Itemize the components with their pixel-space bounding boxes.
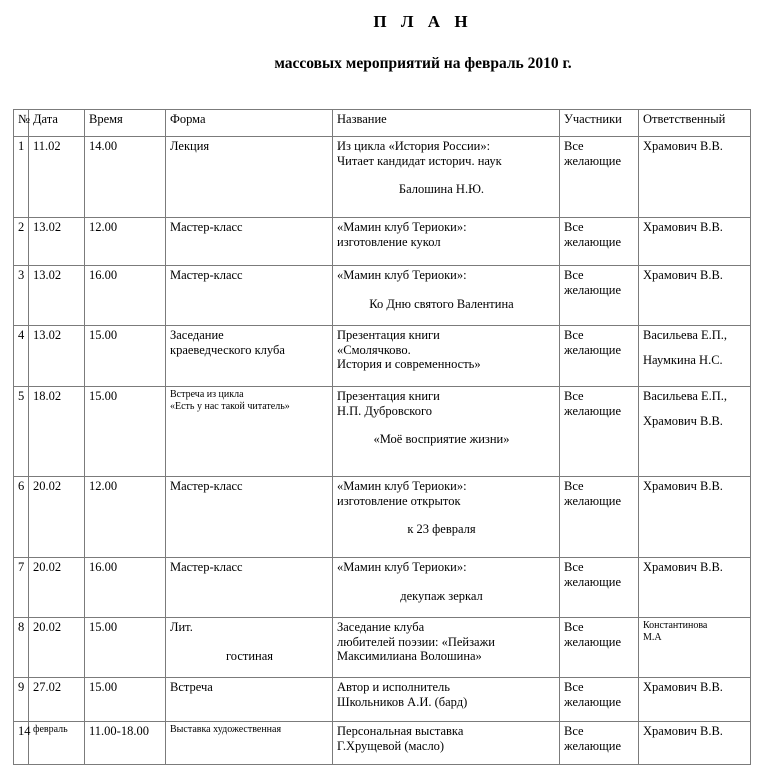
cell-date: февраль: [29, 722, 85, 765]
cell-responsible-line: Храмович В.В.: [643, 680, 723, 694]
cell-responsible: [639, 137, 751, 218]
column-header-number: №: [14, 110, 29, 137]
cell-participants-line: Все: [564, 620, 584, 634]
cell-participants-line: желающие: [564, 694, 622, 709]
cell-responsible-line: Храмович В.В.: [643, 268, 723, 282]
cell-date: 27.02: [29, 678, 85, 722]
cell-name-line: «Мамин клуб Териоки»:: [337, 220, 467, 234]
cell-number: 14: [14, 722, 29, 765]
cell-time: 15.00: [85, 326, 166, 387]
spacer: [337, 283, 556, 297]
cell-name-line: «Мамин клуб Териоки»:: [337, 479, 467, 493]
table-row: [14, 477, 751, 558]
plan-table-container: [13, 109, 750, 765]
cell-number: 2: [14, 218, 29, 266]
column-header-date: Дата: [29, 110, 85, 137]
cell-form-line: Мастер-класс: [170, 479, 243, 493]
cell-number: 7: [14, 558, 29, 618]
cell-responsible: [639, 722, 751, 765]
cell-form: [166, 618, 333, 678]
cell-participants: [560, 326, 639, 387]
cell-participants-line: Все: [564, 139, 584, 153]
cell-participants: [560, 218, 639, 266]
cell-participants-line: желающие: [564, 282, 622, 297]
cell-participants: [560, 477, 639, 558]
cell-responsible-line: Храмович В.В.: [643, 560, 723, 574]
cell-name-line: Автор и исполнитель: [337, 680, 450, 694]
cell-name-line: Ко Дню святого Валентина: [369, 296, 514, 311]
cell-time: 12.00: [85, 218, 166, 266]
cell-number: 4: [14, 326, 29, 387]
table-row: [14, 266, 751, 326]
cell-responsible: [639, 558, 751, 618]
cell-time: 15.00: [85, 618, 166, 678]
cell-form-line: Мастер-класс: [170, 220, 243, 234]
cell-name: [333, 387, 560, 477]
spacer: [170, 635, 329, 649]
cell-name: [333, 266, 560, 326]
cell-name-line: Из цикла «История России»:: [337, 139, 491, 153]
cell-form-line: краеведческого клуба: [170, 342, 285, 357]
cell-time: 15.00: [85, 678, 166, 722]
cell-name-line: изготовление кукол: [337, 234, 441, 249]
plan-table: [13, 109, 751, 765]
cell-participants: [560, 558, 639, 618]
cell-name-line: Презентация книги: [337, 328, 440, 342]
cell-name: [333, 678, 560, 722]
table-row: [14, 326, 751, 387]
cell-time: 12.00: [85, 477, 166, 558]
document-heading: [0, 0, 762, 73]
spacer: [337, 508, 556, 522]
cell-form: [166, 137, 333, 218]
cell-form-line: Выставка художественная: [170, 724, 282, 735]
cell-time: 15.00: [85, 387, 166, 477]
cell-name-line: Г.Хрущевой (масло): [337, 738, 445, 753]
cell-name-line: «Мамин клуб Териоки»:: [337, 268, 467, 282]
cell-date: 20.02: [29, 558, 85, 618]
cell-form: [166, 387, 333, 477]
cell-number: 5: [14, 387, 29, 477]
cell-number: 1: [14, 137, 29, 218]
cell-time: 16.00: [85, 266, 166, 326]
cell-responsible-line: Храмович В.В.: [643, 413, 723, 428]
cell-participants-line: желающие: [564, 234, 622, 249]
table-header-row: [14, 110, 751, 137]
cell-name: [333, 137, 560, 218]
cell-name-line: к 23 февраля: [407, 522, 476, 536]
cell-name-line: Балошина Н.Ю.: [398, 182, 485, 196]
cell-date: 13.02: [29, 266, 85, 326]
page-subtitle: массовых мероприятий на февраль 2010 г.: [274, 55, 572, 72]
cell-participants-line: Все: [564, 268, 584, 282]
cell-name-line: Презентация книги: [337, 389, 440, 403]
cell-responsible-line: Наумкина Н.С.: [643, 352, 723, 367]
cell-participants-line: Все: [564, 680, 584, 694]
table-row: [14, 678, 751, 722]
cell-name: [333, 722, 560, 765]
cell-responsible: [639, 618, 751, 678]
cell-participants-line: желающие: [564, 403, 622, 418]
cell-responsible: [639, 477, 751, 558]
cell-name-line: Школьников А.И. (бард): [337, 694, 468, 709]
spacer: [337, 575, 556, 589]
cell-responsible: [639, 218, 751, 266]
cell-participants: [560, 722, 639, 765]
cell-date: 11.02: [29, 137, 85, 218]
cell-name-line: Заседание клуба: [337, 620, 425, 634]
cell-participants: [560, 137, 639, 218]
cell-responsible-line: М.А: [643, 632, 662, 643]
cell-responsible-line: Храмович В.В.: [643, 139, 723, 153]
cell-name-line: декупаж зеркал: [400, 588, 483, 603]
cell-form-line: Заседание: [170, 328, 224, 342]
cell-time: 14.00: [85, 137, 166, 218]
cell-responsible-line: Храмович В.В.: [643, 479, 723, 493]
cell-participants-line: Все: [564, 220, 584, 234]
table-row: [14, 558, 751, 618]
cell-participants-line: Все: [564, 560, 584, 574]
cell-participants-line: желающие: [564, 342, 622, 357]
cell-responsible: [639, 678, 751, 722]
cell-form-line: Мастер-класс: [170, 560, 243, 574]
cell-form-line: гостиная: [225, 648, 274, 663]
cell-name: [333, 477, 560, 558]
cell-form-line: Мастер-класс: [170, 268, 243, 282]
cell-number: 8: [14, 618, 29, 678]
cell-form: [166, 477, 333, 558]
cell-responsible-line: Храмович В.В.: [643, 220, 723, 234]
spacer: [643, 343, 747, 353]
column-header-time: Время: [85, 110, 166, 137]
cell-name-line: изготовление открыток: [337, 493, 461, 508]
cell-responsible-line: Васильева Е.П.,: [643, 389, 728, 403]
cell-date: 13.02: [29, 218, 85, 266]
cell-participants: [560, 618, 639, 678]
cell-participants-line: желающие: [564, 153, 622, 168]
cell-name: [333, 618, 560, 678]
table-row: [14, 722, 751, 765]
cell-form: [166, 218, 333, 266]
cell-name: [333, 558, 560, 618]
cell-participants: [560, 387, 639, 477]
cell-participants-line: желающие: [564, 574, 622, 589]
cell-name-line: «Мамин клуб Териоки»:: [337, 560, 467, 574]
cell-participants-line: Все: [564, 389, 584, 403]
cell-time: 16.00: [85, 558, 166, 618]
table-row: [14, 387, 751, 477]
cell-participants-line: желающие: [564, 738, 622, 753]
cell-responsible-line: Васильева Е.П.,: [643, 328, 728, 342]
cell-responsible-line: Храмович В.В.: [643, 724, 723, 738]
column-header-form: Форма: [166, 110, 333, 137]
spacer: [337, 168, 556, 182]
cell-name-line: «Моё восприятие жизни»: [373, 432, 510, 446]
table-row: [14, 218, 751, 266]
cell-form-line: Лекция: [170, 139, 210, 153]
cell-form: [166, 266, 333, 326]
cell-date: 20.02: [29, 618, 85, 678]
cell-participants: [560, 678, 639, 722]
cell-form-line: Лит.: [170, 620, 193, 634]
cell-name-line: Читает кандидат историч. наук: [337, 153, 502, 168]
cell-number: 9: [14, 678, 29, 722]
cell-responsible: [639, 387, 751, 477]
cell-participants: [560, 266, 639, 326]
spacer: [643, 404, 747, 414]
table-row: [14, 618, 751, 678]
cell-date: 20.02: [29, 477, 85, 558]
cell-name-line: «Смолячково.: [337, 342, 411, 357]
cell-participants-line: Все: [564, 724, 584, 738]
cell-form: [166, 326, 333, 387]
cell-name-line: Н.П. Дубровского: [337, 403, 433, 418]
cell-name-line: Максимилиана Волошина»: [337, 649, 482, 663]
spacer: [337, 418, 556, 432]
cell-name-line: Персональная выставка: [337, 724, 464, 738]
cell-form-line: Встреча из цикла: [170, 389, 244, 400]
cell-form: [166, 558, 333, 618]
cell-form: [166, 722, 333, 765]
cell-participants-line: Все: [564, 479, 584, 493]
column-header-participants: Участники: [560, 110, 639, 137]
cell-responsible: [639, 326, 751, 387]
cell-name: [333, 218, 560, 266]
column-header-name: Название: [333, 110, 560, 137]
cell-name-line: История и современность»: [337, 357, 481, 371]
cell-number: 3: [14, 266, 29, 326]
cell-date: 18.02: [29, 387, 85, 477]
table-row: [14, 137, 751, 218]
cell-responsible-line: Константинова: [643, 620, 708, 631]
cell-form: [166, 678, 333, 722]
page-title: П Л А Н: [373, 12, 473, 31]
cell-number: 6: [14, 477, 29, 558]
cell-form-line: Встреча: [170, 680, 213, 694]
cell-form-line: «Есть у нас такой читатель»: [170, 401, 290, 412]
cell-date: 13.02: [29, 326, 85, 387]
cell-participants-line: желающие: [564, 493, 622, 508]
cell-name: [333, 326, 560, 387]
cell-participants-line: желающие: [564, 634, 622, 649]
column-header-responsible: Ответственный: [639, 110, 751, 137]
cell-time: 11.00-18.00: [85, 722, 166, 765]
cell-name-line: любителей поэзии: «Пейзажи: [337, 634, 495, 649]
cell-participants-line: Все: [564, 328, 584, 342]
cell-responsible: [639, 266, 751, 326]
